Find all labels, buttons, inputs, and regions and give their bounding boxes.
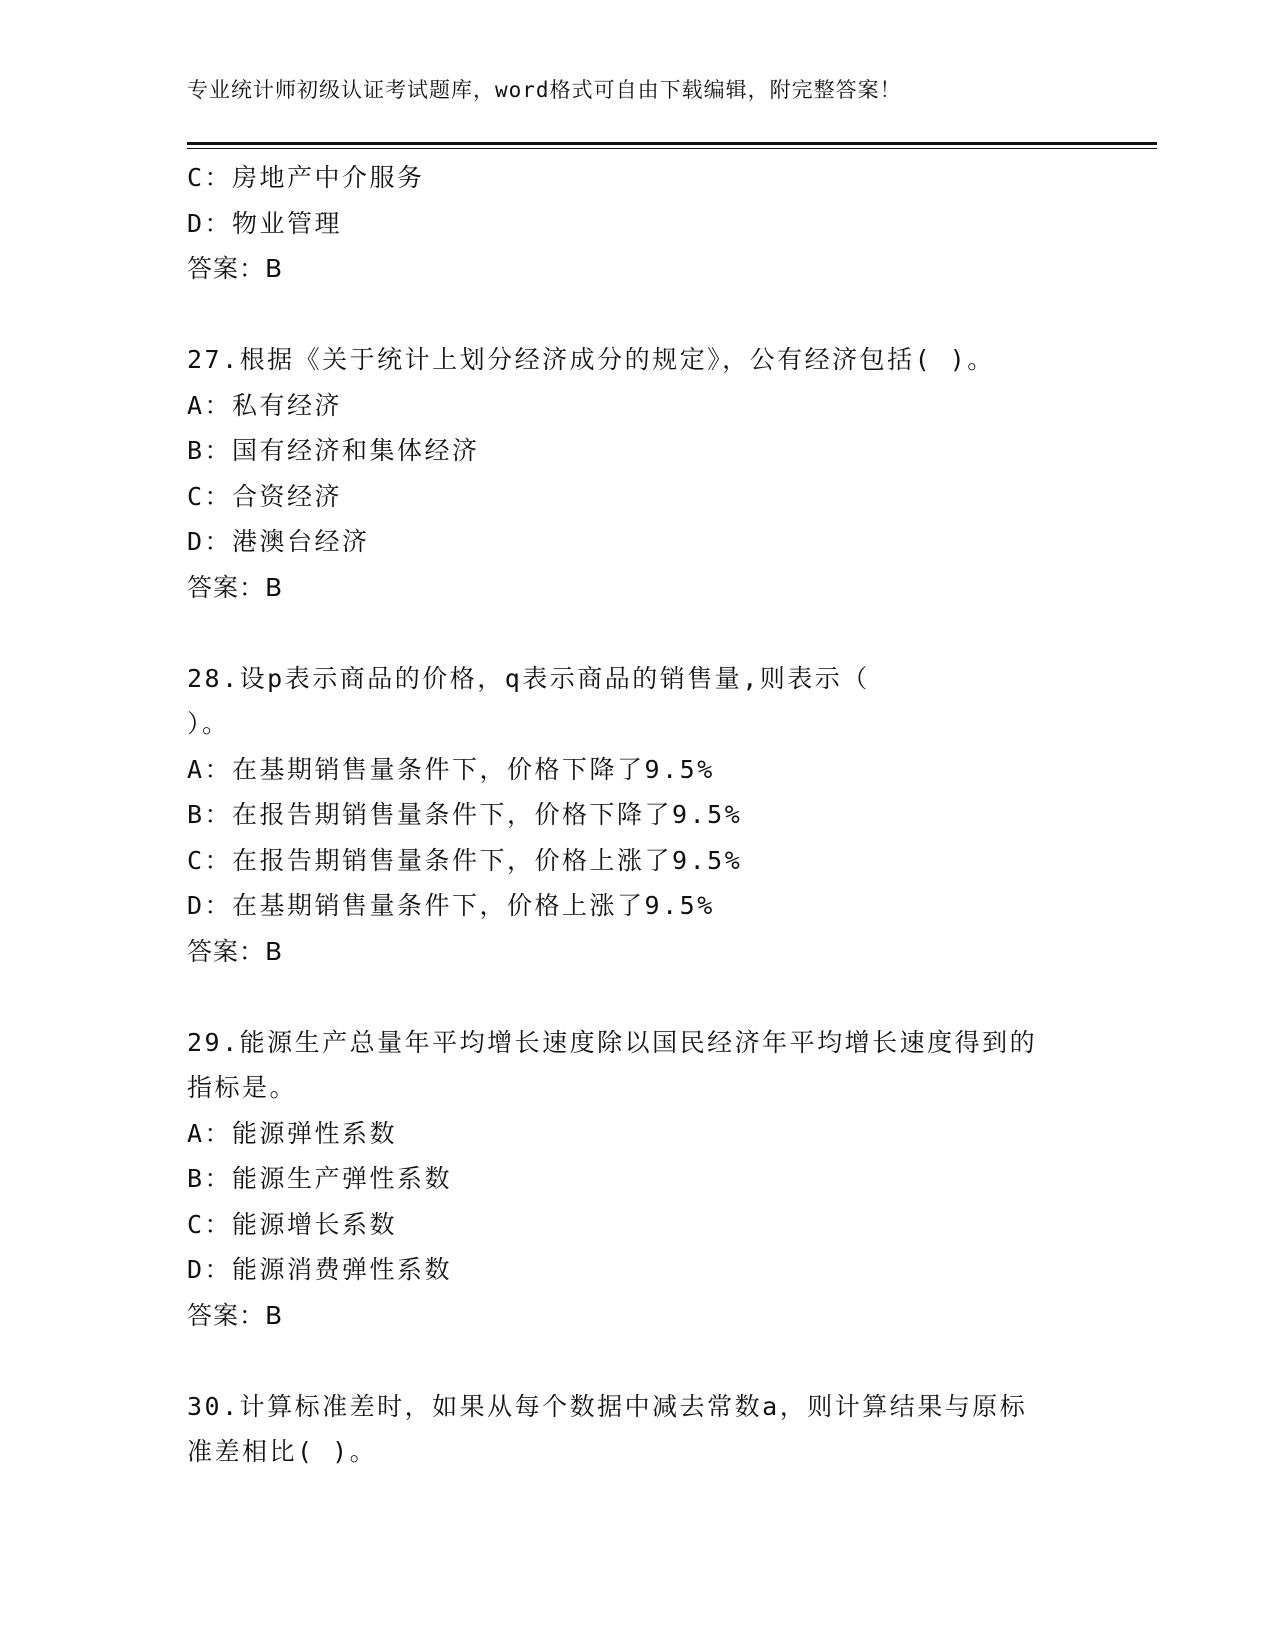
option-c: C：房地产中介服务 [187,163,425,192]
spacer [187,610,1087,656]
question-stem: 29.能源生产总量年平均增长速度除以国民经济年平均增长速度得到的 [187,1027,1038,1057]
option-b: B：国有经济和集体经济 [187,436,480,465]
question-30 [187,1384,1087,1475]
question-27 [187,337,1087,610]
header-rule-thick [187,142,1157,145]
answer-line: 答案：B [187,1300,284,1330]
option-b: B：能源生产弹性系数 [187,1164,453,1193]
question-stem: 28.设p表示商品的价格，q表示商品的销售量,则表示（ [187,663,870,693]
prev-question [187,155,1087,292]
option-d: D：物业管理 [187,208,343,238]
option-c: C：合资经济 [187,481,343,511]
option-d: D：在基期销售量条件下，价格上涨了9.5% [187,891,715,920]
header-rule-thin [187,148,1157,149]
page-header: 专业统计师初级认证考试题库，word格式可自由下载编辑，附完整答案！ [187,78,902,102]
question-content [187,155,1087,1475]
question-28 [187,656,1087,975]
question-stem: 30.计算标准差时，如果从每个数据中减去常数a，则计算结果与原标 [187,1391,1028,1421]
answer-line: 答案：B [187,254,284,283]
answer-line: 答案：B [187,572,284,602]
spacer [187,1338,1087,1384]
option-d: D：能源消费弹性系数 [187,1255,453,1284]
question-stem-continued: 指标是。 [187,1073,298,1102]
question-stem-continued: 准差相比( )。 [187,1437,378,1466]
spacer [187,292,1087,338]
option-d: D：港澳台经济 [187,527,370,556]
option-a: A：在基期销售量条件下，价格下降了9.5% [187,754,715,784]
option-c: C：能源增长系数 [187,1209,398,1239]
spacer [187,974,1087,1020]
option-a: A：能源弹性系数 [187,1118,398,1148]
question-29 [187,1020,1087,1339]
option-a: A：私有经济 [187,390,343,420]
option-c: C：在报告期销售量条件下，价格上涨了9.5% [187,845,743,875]
question-stem: 27.根据《关于统计上划分经济成分的规定》，公有经济包括( )。 [187,345,995,374]
question-stem-continued: ）。 [187,709,230,738]
option-b: B：在报告期销售量条件下，价格下降了9.5% [187,800,743,829]
answer-line: 答案：B [187,936,284,966]
